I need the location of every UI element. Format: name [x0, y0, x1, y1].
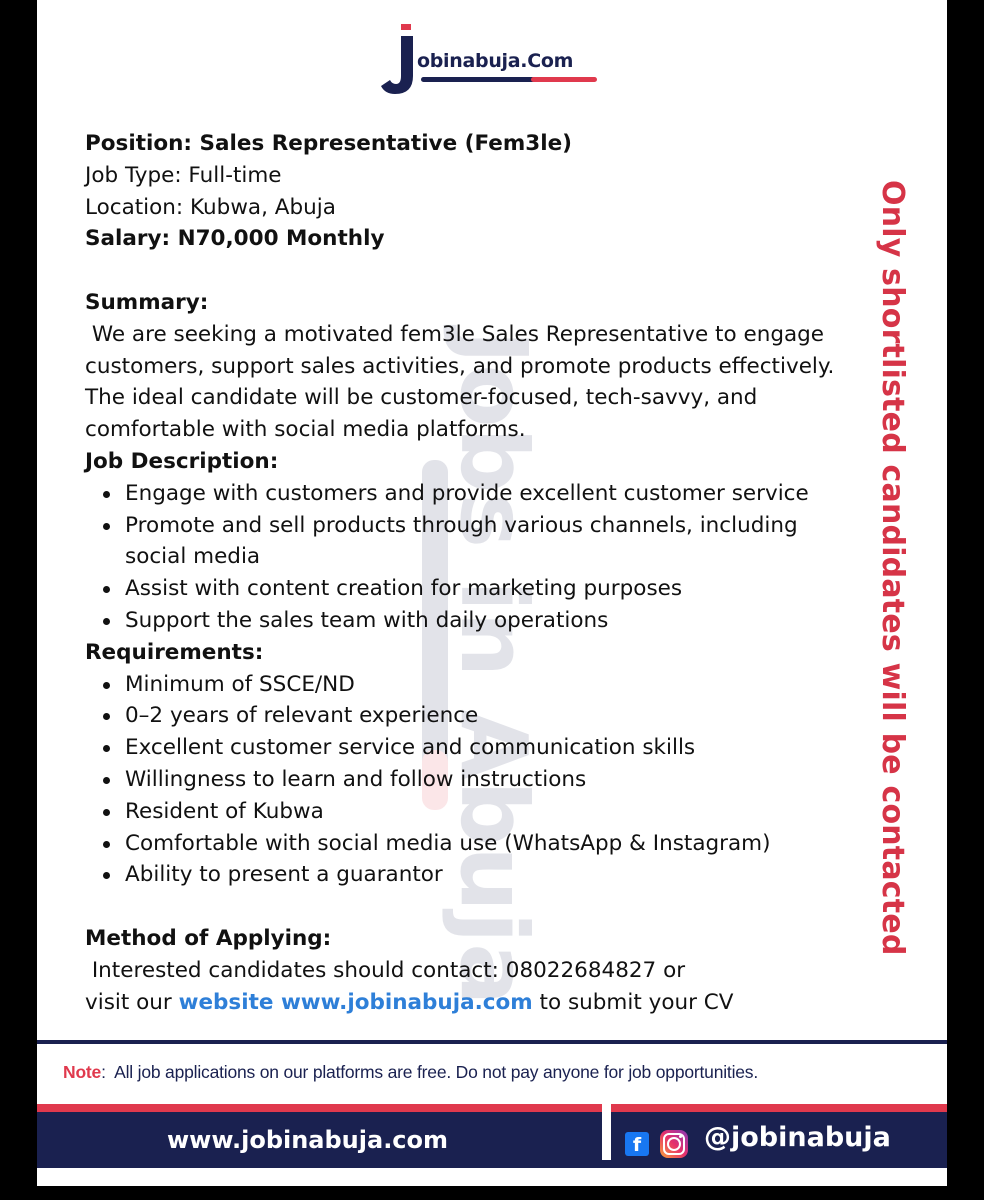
logo-underline-navy	[421, 77, 541, 82]
applying-line-2	[85, 987, 865, 1019]
job-description-heading: Job Description:	[85, 448, 279, 474]
spacer	[85, 255, 865, 287]
spacer	[85, 891, 865, 923]
list-item: Support the sales team with daily operations	[85, 605, 865, 637]
facebook-icon[interactable]: f	[625, 1132, 649, 1156]
requirements-list	[85, 669, 865, 892]
list-item: Minimum of SSCE/ND	[85, 669, 865, 701]
list-item: Engage with customers and provide excellent customer service	[85, 478, 865, 510]
summary-body	[85, 319, 865, 446]
footer-website[interactable]: www.jobinabuja.com	[167, 1126, 449, 1154]
jobinabuja-logo	[381, 24, 611, 100]
location-line: Location: Kubwa, Abuja	[85, 194, 336, 220]
job-poster	[37, 0, 947, 1186]
website-link[interactable]: website www.jobinabuja.com	[178, 989, 533, 1015]
list-item: Comfortable with social media use (WhatsApp & Instagram)	[85, 828, 865, 860]
logo-underline-red	[531, 77, 597, 82]
instagram-dot	[679, 1135, 682, 1138]
list-item: Willingness to learn and follow instructions	[85, 764, 865, 796]
list-item: Ability to present a guarantor	[85, 859, 865, 891]
instagram-lens	[667, 1137, 681, 1151]
note-label: Note	[63, 1062, 102, 1082]
job-description-list	[85, 478, 865, 637]
summary-text: We are seeking a motivated fem3le Sales Representative to engage customers, support sales activities, and promote products effectively. The ideal candidate will be customer-focused, tech-savvy, and comfortable with social media platforms.	[85, 321, 835, 443]
footer-divider	[602, 1104, 611, 1160]
job-details	[85, 128, 865, 1018]
note-bar: Note: All job applications on our platforms are free. Do not pay anyone for job opportunities.	[63, 1062, 759, 1082]
list-item: Resident of Kubwa	[85, 796, 865, 828]
applying-heading: Method of Applying:	[85, 925, 332, 951]
job-type-line: Job Type: Full-time	[85, 162, 282, 188]
footer-accent-stripe	[37, 1104, 947, 1112]
requirements-heading: Requirements:	[85, 639, 264, 665]
instagram-icon[interactable]	[660, 1130, 688, 1158]
applying-line-1	[85, 955, 865, 987]
footer-bottom-rule	[37, 1168, 947, 1172]
shortlist-notice: Only shortlisted candidates will be contacted	[875, 180, 910, 956]
applying-contact-text: Interested candidates should contact: 08022684827 or	[91, 957, 686, 983]
list-item: 0–2 years of relevant experience	[85, 700, 865, 732]
footer-bar	[37, 1112, 947, 1172]
list-item: Excellent customer service and communication skills	[85, 732, 865, 764]
note-text: All job applications on our platforms are free. Do not pay anyone for job opportunities.	[114, 1062, 759, 1082]
salary-line: Salary: N70,000 Monthly	[85, 226, 385, 252]
watermark-text: Jobs in Abuja	[440, 330, 547, 1006]
note-divider	[37, 1040, 947, 1044]
position-line: Position: Sales Representative (Fem3le)	[85, 131, 573, 156]
summary-heading: Summary:	[85, 289, 209, 315]
list-item: Assist with content creation for marketing purposes	[85, 573, 865, 605]
applying-suffix: to submit your CV	[532, 989, 734, 1015]
applying-prefix: visit our	[85, 989, 179, 1015]
list-item: Promote and sell products through various channels, including social media	[85, 510, 865, 574]
social-handle[interactable]: @jobinabuja	[704, 1122, 891, 1153]
logo-text: obinabuja.Com	[417, 50, 574, 72]
